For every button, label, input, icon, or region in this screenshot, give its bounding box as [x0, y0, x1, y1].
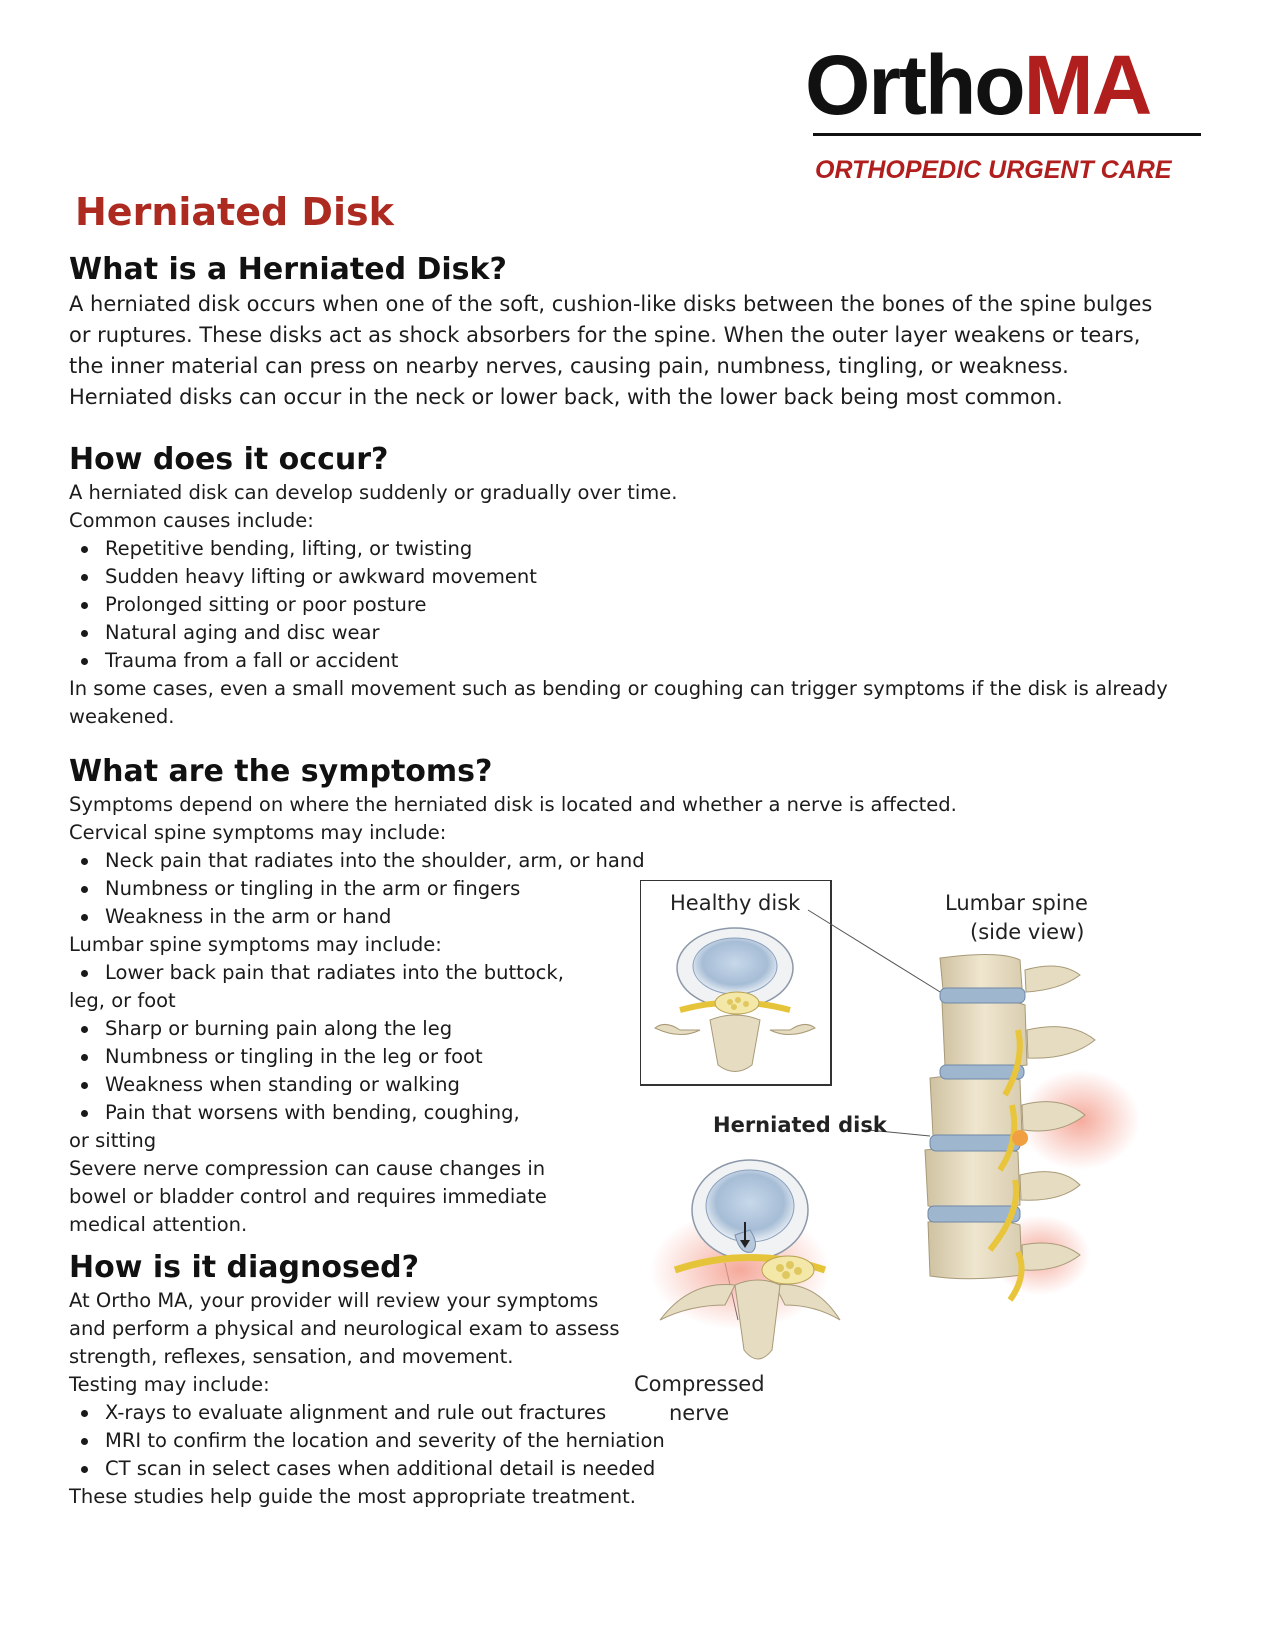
spine-illustration: [634, 880, 1250, 1500]
list-item: [69, 591, 1219, 619]
lumbar-label: Lumbar spine symptoms may include:: [69, 933, 442, 956]
how-outro: [69, 675, 1219, 731]
bullet-dot: [81, 858, 88, 865]
bullet-dot: [81, 1466, 88, 1473]
symptoms-intro-block: [69, 791, 1219, 847]
section-heading-what-is: What is a Herniated Disk?: [69, 252, 507, 287]
diagnosis-body: [69, 1287, 709, 1399]
how-intro-1: A herniated disk can develop suddenly or gradually over time.: [69, 481, 678, 504]
bullet-dot: [81, 1026, 88, 1033]
logo-ortho: Ortho: [805, 38, 1024, 132]
section-how-occur: [69, 440, 1219, 731]
how-outro-2: weakened.: [69, 705, 175, 728]
diagnosis-line-1: At Ortho MA, your provider will review your symptoms: [69, 1289, 599, 1312]
symptoms-intro: Symptoms depend on where the herniated disk is located and whether a nerve is affected.: [69, 793, 957, 816]
bullet-dot: [81, 574, 88, 581]
what-line-2: or ruptures. These disks act as shock absorbers for the spine. When the outer layer weakens or tears,: [69, 323, 1141, 347]
how-occur-body: [69, 479, 1219, 535]
what-is-paragraph: [69, 289, 1219, 413]
severe-line-3: medical attention.: [69, 1213, 248, 1236]
ortho-ma-logo: [805, 38, 1205, 184]
what-line-4: Herniated disks can occur in the neck or lower back, with the lower back being most common.: [69, 385, 1063, 409]
list-item-text: Repetitive bending, lifting, or twisting: [105, 537, 473, 560]
list-item: [69, 1399, 709, 1427]
spine-illustration-drawing: [640, 880, 1250, 1500]
list-item: [69, 619, 1219, 647]
section-heading-diagnosis: How is it diagnosed?: [69, 1250, 420, 1285]
list-item-text: Weakness when standing or walking: [105, 1073, 460, 1096]
list-item-text: Trauma from a fall or accident: [105, 649, 399, 672]
bullet-dot: [81, 1054, 88, 1061]
list-item-text: Neck pain that radiates into the shoulder, arm, or hand: [105, 849, 645, 872]
list-item-text: Sudden heavy lifting or awkward movement: [105, 565, 537, 588]
section-diagnosis: [69, 1248, 709, 1511]
what-line-3: the inner material can press on nearby nerves, causing pain, numbness, tingling, or weakness.: [69, 354, 1069, 378]
causes-list: [69, 535, 1219, 675]
severe-line-2: bowel or bladder control and requires immediate: [69, 1185, 547, 1208]
list-item-text: or sitting: [69, 1129, 157, 1152]
lumbar-spine-drawing: [925, 954, 1140, 1300]
label-lumbar-spine: Lumbar spine: [945, 891, 1088, 915]
list-item: [69, 647, 1219, 675]
label-side-view: (side view): [970, 920, 1085, 944]
logo-ma: MA: [1023, 38, 1151, 132]
bullet-dot: [81, 1410, 88, 1417]
list-item-text: CT scan in select cases when additional detail is needed: [105, 1457, 656, 1480]
section-heading-symptoms: What are the symptoms?: [69, 754, 493, 789]
label-compressed: Compressed: [634, 1372, 765, 1396]
list-item-text: X-rays to evaluate alignment and rule out fractures: [105, 1401, 607, 1424]
list-item-text: Numbness or tingling in the leg or foot: [105, 1045, 483, 1068]
bullet-dot: [81, 970, 88, 977]
list-item: [69, 1427, 709, 1455]
diagnosis-outro: [69, 1483, 709, 1511]
list-item: [69, 563, 1219, 591]
list-item-text: Numbness or tingling in the arm or fingers: [105, 877, 521, 900]
logo-divider: [813, 133, 1201, 136]
how-intro-2: Common causes include:: [69, 509, 314, 532]
what-line-1: A herniated disk occurs when one of the soft, cushion-like disks between the bones of the spine bulges: [69, 292, 1153, 316]
herniated-disk-drawing: [650, 1160, 840, 1359]
section-heading-how-occur: How does it occur?: [69, 442, 389, 477]
list-item-text: Sharp or burning pain along the leg: [105, 1017, 453, 1040]
testing-list: [69, 1399, 709, 1483]
bullet-dot: [81, 1082, 88, 1089]
list-item-text: leg, or foot: [69, 989, 176, 1012]
list-item-text: Natural aging and disc wear: [105, 621, 380, 644]
testing-label: Testing may include:: [69, 1373, 270, 1396]
label-healthy-disk: Healthy disk: [670, 891, 801, 915]
bullet-dot: [81, 546, 88, 553]
bullet-dot: [81, 630, 88, 637]
bullet-dot: [81, 602, 88, 609]
list-item-text: MRI to confirm the location and severity of the herniation: [105, 1429, 665, 1452]
page-title: Herniated Disk: [75, 190, 394, 234]
bullet-dot: [81, 886, 88, 893]
bullet-dot: [81, 1438, 88, 1445]
label-nerve: nerve: [669, 1401, 730, 1425]
list-item: [69, 847, 1219, 875]
bullet-dot: [81, 658, 88, 665]
label-herniated-disk: Herniated disk: [713, 1113, 887, 1137]
list-item: [69, 535, 1219, 563]
logo-wordmark: [805, 40, 1150, 130]
logo-tagline: ORTHOPEDIC URGENT CARE: [815, 156, 1172, 184]
list-item-text: Lower back pain that radiates into the buttock,: [105, 961, 564, 984]
diagnosis-outro-line: These studies help guide the most appropriate treatment.: [69, 1485, 636, 1508]
severe-line-1: Severe nerve compression can cause changes in: [69, 1157, 546, 1180]
list-item: [69, 1455, 709, 1483]
diagnosis-line-2: and perform a physical and neurological exam to assess: [69, 1317, 620, 1340]
list-item-text: Weakness in the arm or hand: [105, 905, 392, 928]
bullet-dot: [81, 1110, 88, 1117]
bullet-dot: [81, 914, 88, 921]
section-what-is: [69, 250, 1219, 413]
diagnosis-line-3: strength, reflexes, sensation, and movement.: [69, 1345, 514, 1368]
list-item-text: Pain that worsens with bending, coughing,: [105, 1101, 520, 1124]
how-outro-1: In some cases, even a small movement such as bending or coughing can trigger symptoms if the disk is already: [69, 677, 1168, 700]
cervical-label: Cervical spine symptoms may include:: [69, 821, 447, 844]
list-item-text: Prolonged sitting or poor posture: [105, 593, 427, 616]
